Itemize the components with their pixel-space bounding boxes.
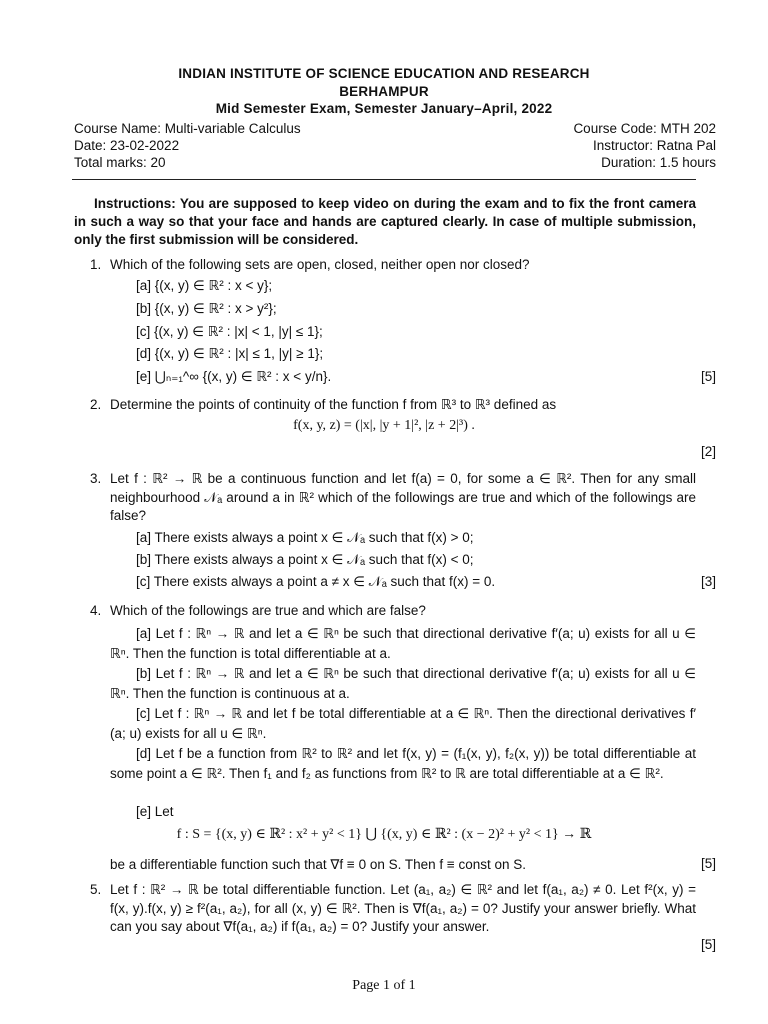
q1-option-e: [e] ⋃ₙ₌₁^∞ {(x, y) ∈ ℝ² : x < y/n}. <box>136 369 332 384</box>
q1-option-c: [c] {(x, y) ∈ ℝ² : |x| < 1, |y| ≤ 1}; <box>136 324 323 339</box>
header-divider <box>72 179 696 180</box>
exam-title: Mid Semester Exam, Semester January–April, 2022 <box>215 101 553 116</box>
q2-equation: f(x, y, z) = (|x|, |y + 1|², |z + 2|³) . <box>293 418 475 433</box>
q5-marks: [5] <box>700 937 716 952</box>
instructions: Instructions: You are supposed to keep video on during the exam and to fix the front camera in such a way so that your face and hands are captured clearly. In case of multiple submission, only the first submission will be considered. <box>74 196 696 247</box>
question-text: Let f : ℝ² → ℝ be a continuous function and let f(a) = 0, for some a ∈ ℝ². Then for any small neighbourhood 𝒩ₐ around a in ℝ² which of the followings are true and which of the followings are false? <box>110 471 696 523</box>
q3-option-b: [b] There exists always a point x ∈ 𝒩ₐ such that f(x) < 0; <box>136 552 474 567</box>
question-number: 5. <box>90 882 102 897</box>
q4-part-e: [e] Let <box>136 804 174 819</box>
course-name: Course Name: Multi-variable Calculus <box>74 121 301 136</box>
page-footer: Page 1 of 1 <box>352 978 416 993</box>
q2-marks: [2] <box>700 444 716 459</box>
question-number: 4. <box>90 603 102 618</box>
question-number: 2. <box>90 397 102 412</box>
q3-option-a: [a] There exists always a point x ∈ 𝒩ₐ such that f(x) > 0; <box>136 530 474 545</box>
q4-part-a: [a] Let f : ℝⁿ → ℝ and let a ∈ ℝⁿ be such that directional derivative f′(a; u) exists for all u ∈ ℝⁿ. Then the function is total differentiable at a. <box>110 626 696 661</box>
total-marks: Total marks: 20 <box>74 155 166 170</box>
q3-marks: [3] <box>700 574 716 589</box>
q3-option-c: [c] There exists always a point a ≠ x ∈ 𝒩ₐ such that f(x) = 0. <box>136 574 496 589</box>
question-2 <box>74 396 696 415</box>
question-number: 1. <box>90 257 102 272</box>
q4-equation: f : S = {(x, y) ∈ ℝ² : x² + y² < 1} ⋃ {(x, y) ∈ ℝ² : (x − 2)² + y² < 1} → ℝ <box>176 827 592 842</box>
question-1 <box>74 256 696 275</box>
q4-part-d: [d] Let f be a function from ℝ² to ℝ² and let f(x, y) = (f₁(x, y), f₂(x, y)) be total differentiable at some point a ∈ ℝ². Then f₁ and f₂ as functions from ℝ² to ℝ are total differentiable at a ∈ ℝ². <box>110 746 696 781</box>
q4-tail: be a differentiable function such that ∇f ≡ 0 on S. Then f ≡ const on S. <box>110 857 527 872</box>
question-5 <box>74 881 696 937</box>
q4-part-c: [c] Let f : ℝⁿ → ℝ and let f be total differentiable at a ∈ ℝⁿ. Then the directional derivatives f′(a; u) exists for all u ∈ ℝⁿ. <box>110 706 696 741</box>
question-4 <box>74 602 696 621</box>
q1-option-a: [a] {(x, y) ∈ ℝ² : x < y}; <box>136 278 273 293</box>
exam-date: Date: 23-02-2022 <box>74 138 180 153</box>
q1-marks: [5] <box>700 369 716 384</box>
question-text: Let f : ℝ² → ℝ be total differentiable function. Let (a₁, a₂) ∈ ℝ² and let f(a₁, a₂) ≠ 0. Let f²(x, y) = f(x, y).f(x, y) ≥ f²(a₁, a₂), for all (x, y) ∈ ℝ². Then is ∇f(a₁, a₂) = 0? Justify your answer briefly. What can you say about ∇f(a₁, a₂) if f(a₁, a₂) = 0? Justify your answer. <box>110 882 696 934</box>
q4-marks: [5] <box>700 856 716 871</box>
q1-option-b: [b] {(x, y) ∈ ℝ² : x > y²}; <box>136 301 277 316</box>
question-3 <box>74 470 696 526</box>
question-text: Which of the following sets are open, closed, neither open nor closed? <box>110 257 530 272</box>
institute-name-line1: INDIAN INSTITUTE OF SCIENCE EDUCATION AND RESEARCH <box>178 66 590 81</box>
institute-name-line2: BERHAMPUR <box>339 84 429 99</box>
duration: Duration: 1.5 hours <box>601 155 716 170</box>
question-text: Which of the followings are true and which are false? <box>110 603 426 618</box>
q4-part-b: [b] Let f : ℝⁿ → ℝ and let a ∈ ℝⁿ be such that directional derivative f′(a; u) exists for all u ∈ ℝⁿ. Then the function is continuous at a. <box>110 666 696 701</box>
question-text: Determine the points of continuity of the function f from ℝ³ to ℝ³ defined as <box>110 397 557 412</box>
instructor: Instructor: Ratna Pal <box>592 138 716 153</box>
q1-option-d: [d] {(x, y) ∈ ℝ² : |x| ≤ 1, |y| ≥ 1}; <box>136 346 324 361</box>
question-number: 3. <box>90 471 102 486</box>
course-code: Course Code: MTH 202 <box>573 121 716 136</box>
